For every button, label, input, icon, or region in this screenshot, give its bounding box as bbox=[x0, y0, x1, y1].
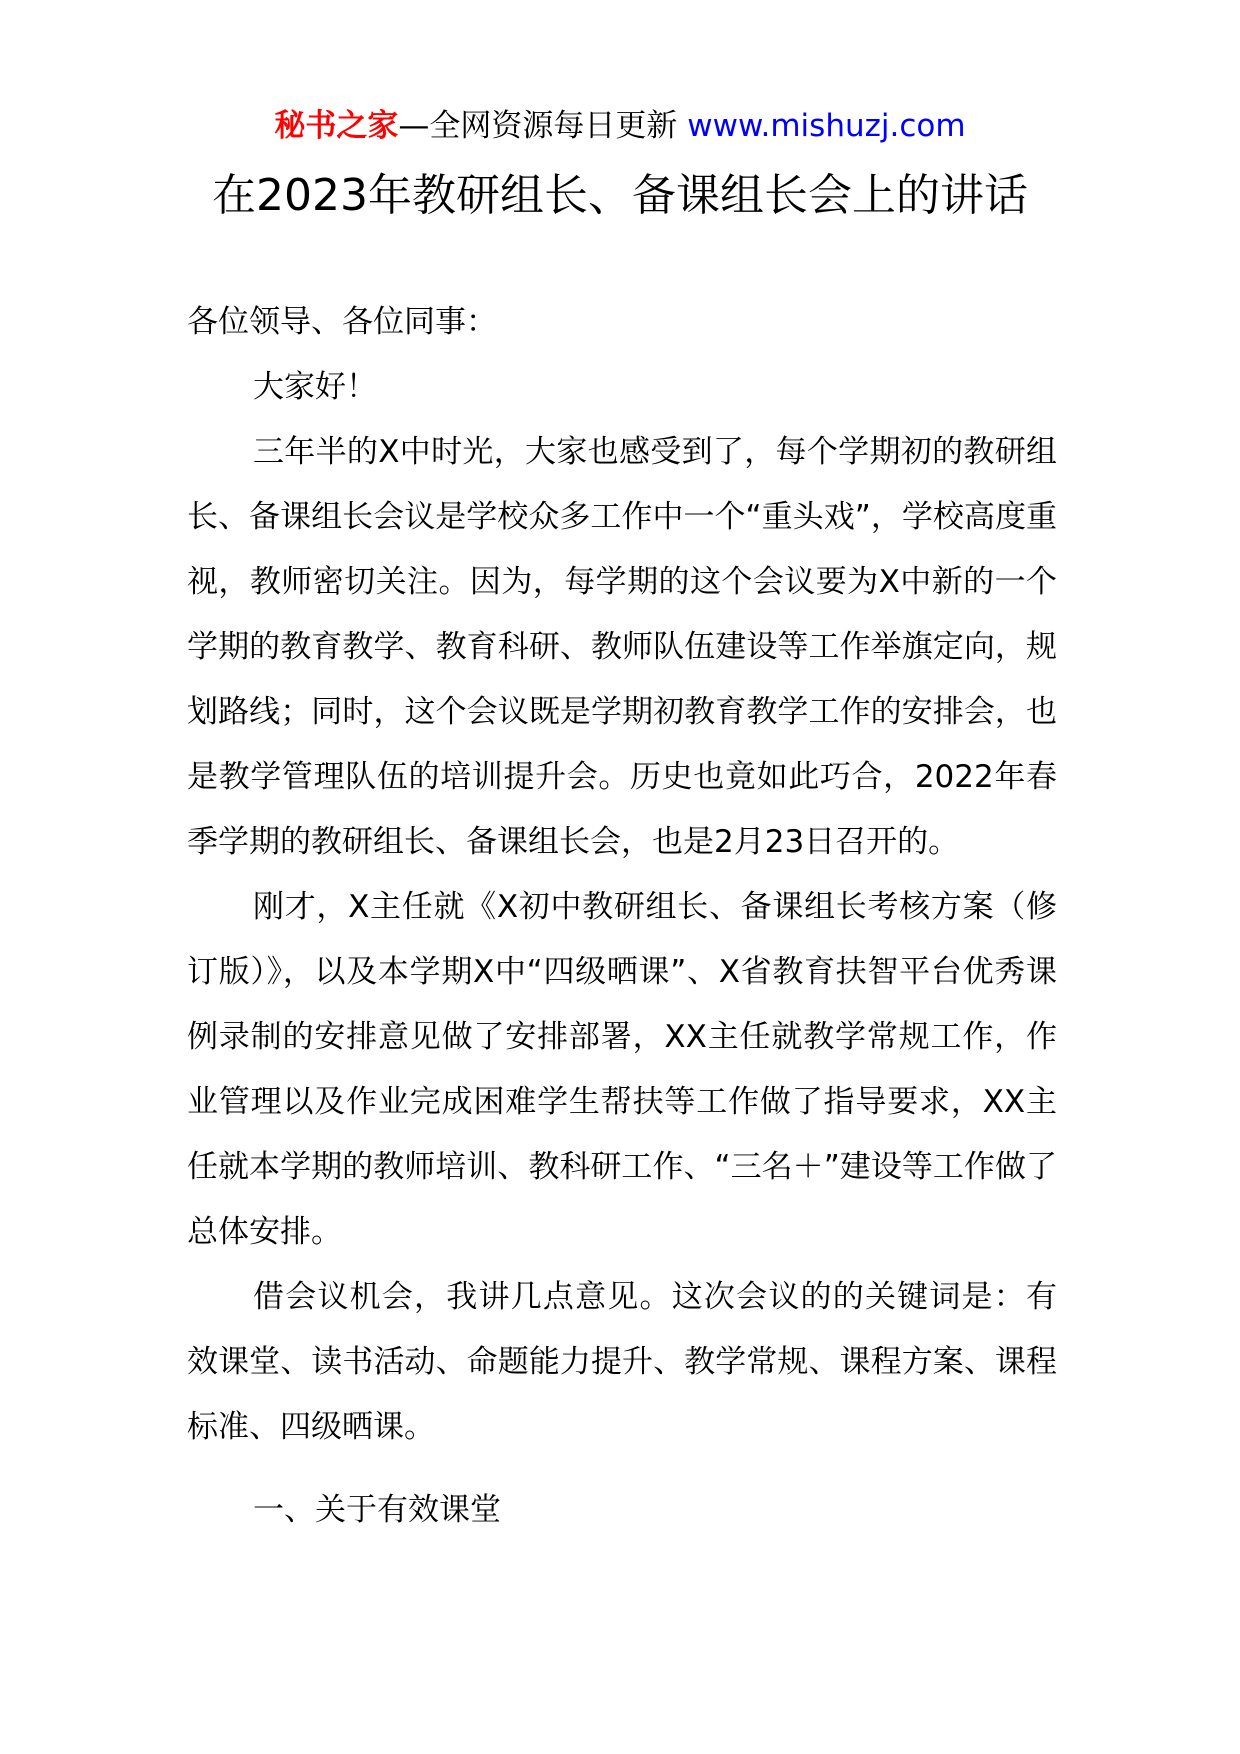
site-tagline: —全网资源每日更新 bbox=[398, 108, 678, 144]
site-url-link[interactable]: www.mishuzj.com bbox=[687, 108, 966, 144]
site-header bbox=[0, 104, 1240, 148]
paragraph-intro: 三年半的X中时光，大家也感受到了，每个学期初的教研组长、备课组长会议是学校众多工作中一个“重头戏”，学校高度重视，教师密切关注。因为，每学期的这个会议要为X中新的一个学期的教育教学、教育科研、教师队伍建设等工作举旗定向，规划路线；同时，这个会议既是学期初教育教学工作的安排会，也是教学管理队伍的培训提升会。历史也竟如此巧合，2022年春季学期的教研组长、备课组长会，也是2月23日召开的。 bbox=[187, 434, 1057, 860]
paragraph-review: 刚才，X主任就《X初中教研组长、备课组长考核方案（修订版）》，以及本学期X中“四级晒课”、X省教育扶智平台优秀课例录制的安排意见做了安排部署，XX主任就教学常规工作，作业管理以及作业完成困难学生帮扶等工作做了指导要求，XX主任就本学期的教师培训、教科研工作、“三名＋”建设等工作做了总体安排。 bbox=[187, 889, 1057, 1250]
salutation: 各位领导、各位同事： bbox=[187, 304, 497, 340]
section-heading: 一、关于有效课堂 bbox=[253, 1492, 501, 1528]
document-title: 在2023年教研组长、备课组长会上的讲话 bbox=[212, 170, 1028, 221]
paragraph-greeting: 大家好！ bbox=[253, 369, 377, 405]
paragraph-keywords: 借会议机会，我讲几点意见。这次会议的的关键词是：有效课堂、读书活动、命题能力提升、教学常规、课程方案、课程标准、四级晒课。 bbox=[187, 1279, 1057, 1445]
document-body bbox=[187, 290, 1057, 1543]
site-brand: 秘书之家 bbox=[274, 108, 399, 144]
